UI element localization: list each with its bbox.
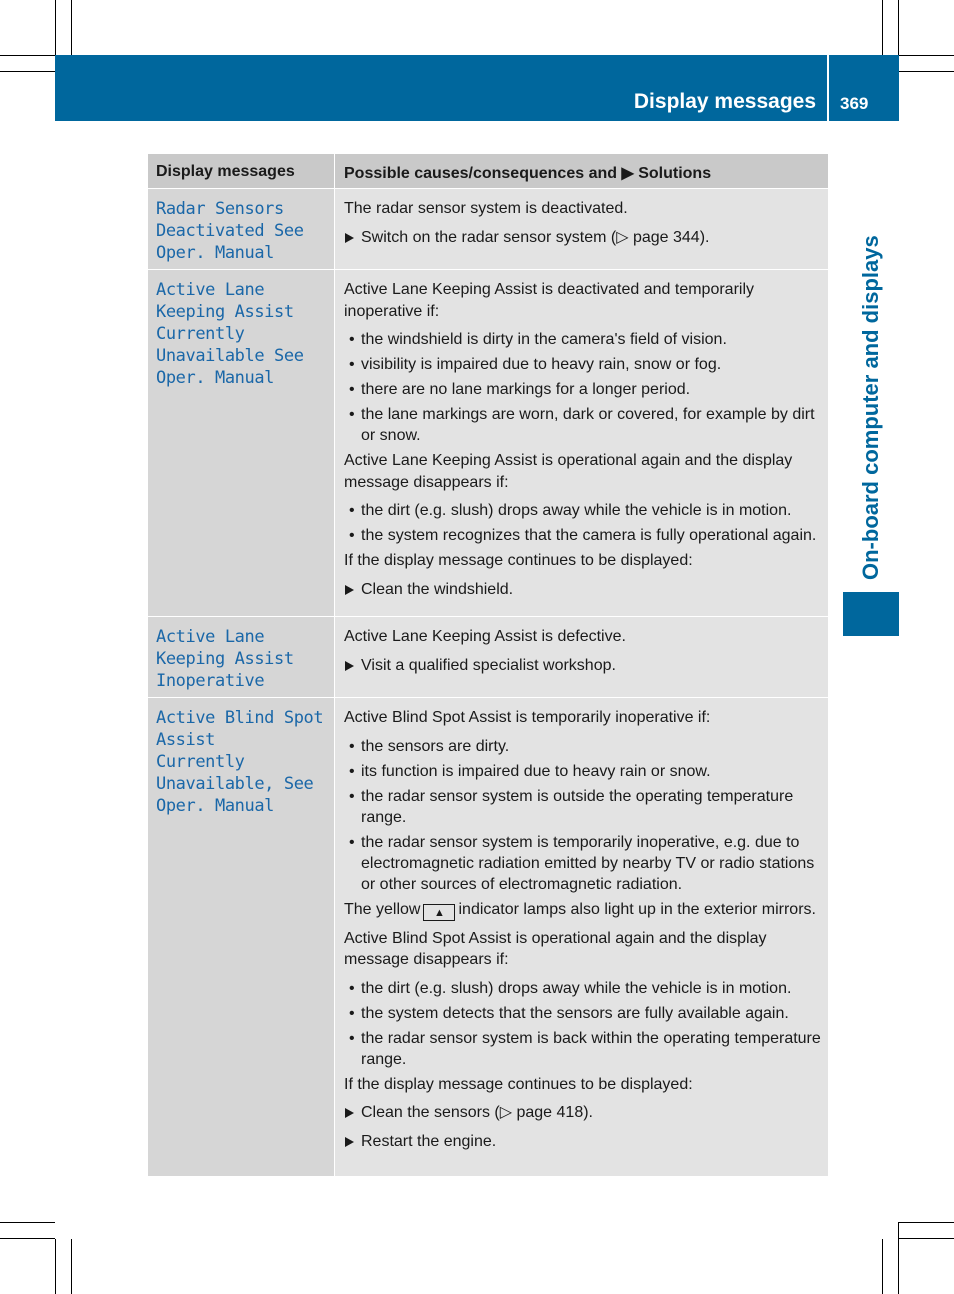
description-text: Active Blind Spot Assist is temporarily inoperative if:: [344, 709, 711, 726]
display-message-line: Keeping Assist: [156, 649, 294, 669]
display-message-line: Assist: [156, 730, 216, 750]
crop-mark: [882, 0, 883, 55]
table-body: [148, 188, 828, 1176]
table-row: [148, 188, 828, 269]
solution-step: Clean the windshield.: [344, 579, 822, 601]
display-message-line: Radar Sensors: [156, 199, 284, 219]
crop-mark: [55, 1239, 56, 1294]
description-text: Active Blind Spot Assist is operational again and the display message disappears if:: [344, 929, 767, 968]
description-text: Active Lane Keeping Assist is deactivated and temporarily inoperative if:: [344, 281, 755, 320]
crop-mark: [0, 71, 55, 72]
solution-step: Switch on the radar sensor system (▷ page 344).: [344, 227, 822, 249]
column-header-messages: Display messages: [156, 163, 295, 180]
cause-item: • the radar sensor system is back within the operating temperature range.: [344, 1028, 822, 1070]
display-message-line: Currently: [156, 752, 245, 772]
display-message: [156, 626, 328, 692]
crop-mark: [899, 1238, 954, 1239]
display-message-line: Active Lane: [156, 627, 265, 647]
text-before-symbol: The yellow: [344, 900, 421, 918]
crop-mark: [55, 0, 56, 55]
description-text: The radar sensor system is deactivated.: [344, 200, 628, 217]
crop-mark: [71, 1239, 72, 1294]
cause-list: [344, 329, 822, 446]
crop-mark: [898, 1222, 899, 1294]
cause-item: • the windshield is dirty in the camera's field of vision.: [344, 329, 822, 350]
solution-cell: [334, 189, 828, 269]
crop-mark: [0, 1222, 55, 1223]
section-title: Display messages: [633, 90, 816, 113]
cause-item: • the dirt (e.g. slush) drops away while the vehicle is in motion.: [344, 500, 822, 521]
text-after-symbol: indicator lamps also light up in the exterior mirrors.: [458, 900, 816, 918]
display-message: [156, 707, 328, 817]
table-header: [148, 154, 828, 188]
solution-cell: [334, 698, 828, 1176]
chapter-tab: [843, 592, 899, 636]
display-message: [156, 198, 328, 264]
crop-mark: [0, 1238, 55, 1239]
cause-list: [344, 978, 822, 1070]
crop-mark: [882, 1239, 883, 1294]
page-number: 369: [840, 94, 869, 113]
crop-mark: [899, 55, 954, 56]
display-message-line: Oper. Manual: [156, 243, 275, 263]
table-row: [148, 616, 828, 697]
display-message-line: Keeping Assist: [156, 302, 294, 322]
message-cell: [148, 698, 334, 1176]
solution-step: Clean the sensors (▷ page 418).: [344, 1102, 822, 1124]
cause-item: • there are no lane markings for a longer period.: [344, 379, 822, 400]
description-text: Active Lane Keeping Assist is defective.: [344, 628, 626, 645]
display-message-line: Currently: [156, 324, 245, 344]
display-message: [156, 279, 328, 389]
message-cell: [148, 270, 334, 616]
description-text: If the display message continues to be displayed:: [344, 552, 693, 569]
display-message-line: Oper. Manual: [156, 368, 275, 388]
cause-item: • the sensors are dirty.: [344, 736, 822, 757]
crop-mark: [899, 71, 954, 72]
cause-item: • its function is impaired due to heavy rain or snow.: [344, 761, 822, 782]
solution-step: Restart the engine.: [344, 1131, 822, 1153]
messages-table: [148, 154, 828, 1176]
solution-cell: [334, 617, 828, 697]
cause-item: • the radar sensor system is temporarily inoperative, e.g. due to electromagnetic radiation emitted by nearby TV or radio stations or other sources of electromagnetic radiation.: [344, 832, 822, 895]
crop-mark: [0, 55, 55, 56]
column-header-solutions: Possible causes/consequences and ▶ Solutions: [334, 154, 828, 188]
table-row: [148, 697, 828, 1176]
display-message-line: Oper. Manual: [156, 796, 275, 816]
description-text: [344, 899, 822, 921]
header-divider: [827, 55, 829, 121]
crop-mark: [898, 0, 899, 55]
solution-cell: [334, 270, 828, 616]
display-message-line: Active Lane: [156, 280, 265, 300]
cause-item: • the radar sensor system is outside the operating temperature range.: [344, 786, 822, 828]
table-row: [148, 269, 828, 616]
cause-item: • the system detects that the sensors are fully available again.: [344, 1003, 822, 1024]
solution-step: Visit a qualified specialist workshop.: [344, 655, 822, 677]
cause-item: • visibility is impaired due to heavy rain, snow or fog.: [344, 354, 822, 375]
chapter-title: On-board computer and displays: [858, 235, 883, 580]
display-message-line: Active Blind Spot: [156, 708, 324, 728]
warning-triangle-icon: ▲: [423, 904, 455, 921]
message-cell: [148, 617, 334, 697]
display-message-line: Deactivated See: [156, 221, 304, 241]
cause-item: • the system recognizes that the camera is fully operational again.: [344, 525, 822, 546]
description-text: If the display message continues to be displayed:: [344, 1075, 693, 1093]
crop-mark: [71, 0, 72, 55]
display-message-line: Unavailable, See: [156, 774, 314, 794]
message-cell: [148, 189, 334, 269]
cause-list: [344, 500, 822, 546]
cause-item: • the lane markings are worn, dark or covered, for example by dirt or snow.: [344, 404, 822, 446]
crop-mark: [899, 1222, 954, 1223]
cause-list: [344, 736, 822, 895]
display-message-line: Unavailable See: [156, 346, 304, 366]
display-message-line: Inoperative: [156, 671, 265, 691]
description-text: Active Lane Keeping Assist is operational again and the display message disappears if:: [344, 452, 793, 491]
cause-item: • the dirt (e.g. slush) drops away while the vehicle is in motion.: [344, 978, 822, 999]
